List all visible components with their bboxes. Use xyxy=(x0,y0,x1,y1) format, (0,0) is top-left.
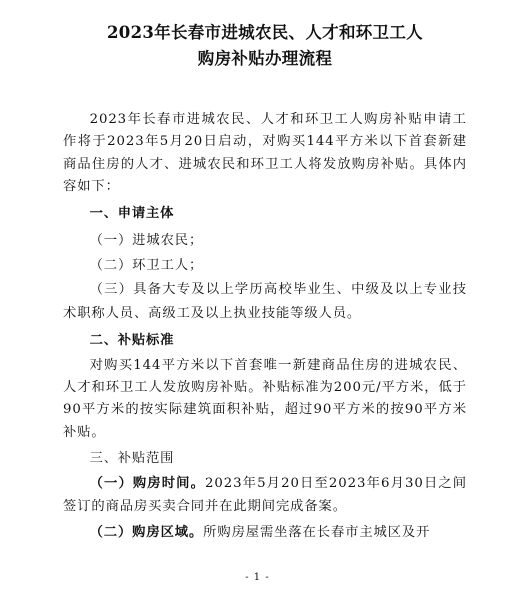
section3-item-2 xyxy=(63,522,467,544)
document-title-line2: 购房补贴办理流程 xyxy=(197,49,333,68)
section2-body: 对购买144平方米以下首套唯一新建商品住房的进城农民、人才和环卫工人发放购房补贴。补贴标准为200元/平方米，低于90平方米的按实际建筑面积补贴，超过90平方米的按90平方米补贴。 xyxy=(63,357,467,440)
section1-item-2: （二）环卫工人； xyxy=(89,257,204,273)
section3-item-1 xyxy=(63,473,467,518)
page-number: - 1 - xyxy=(245,572,270,583)
section3-item1-label: （一）购房时间。 xyxy=(89,476,205,492)
section3-heading: 三、补贴范围 xyxy=(89,451,175,467)
intro-paragraph: 2023年长春市进城农民、人才和环卫工人购房补贴申请工作将于2023年5月20日启动，对购买144平方米以下首套新建商品住房的人才、进城农民和环卫工人将发放购房补贴。具体内容如下： xyxy=(63,112,467,195)
section1-heading: 一、申请主体 xyxy=(89,205,175,221)
section3-item1-text: 2023年5月20日至2023年6月30日之间签订的商品房买卖合同并在此期间完成备案。 xyxy=(63,476,468,514)
title-spacer xyxy=(63,71,467,109)
section3-item2-text: 所购房屋需坐落在长春市主城区及开 xyxy=(203,525,431,541)
section3-item2-label: （二）购房区域。 xyxy=(89,525,204,541)
section1-item-1: （一）进城农民； xyxy=(89,232,204,248)
section2-heading: 二、补贴标准 xyxy=(89,332,175,348)
document-title-line1: 2023年长春市进城农民、人才和环卫工人 xyxy=(107,23,423,42)
section1-item-3: （三）具备大专及以上学历高校毕业生、中级及以上专业技术职称人员、高级工及以上执业技能等级人员。 xyxy=(63,281,467,321)
